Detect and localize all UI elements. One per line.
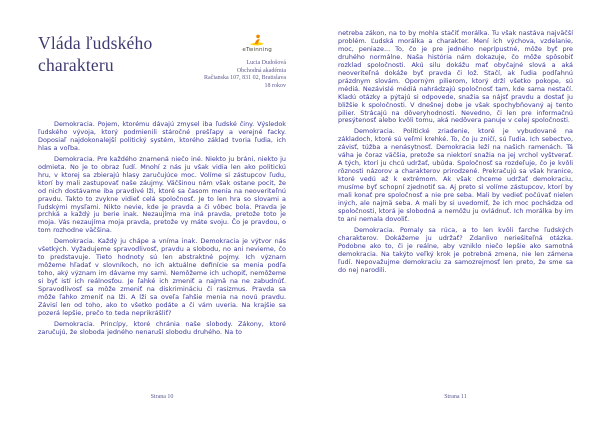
- page-number-left: Strana 10: [150, 394, 174, 400]
- paragraph: Demokracia. Pojem, ktorému dávajú zmysel iba ľudské činy. Výsledok ľudského vývoja, ktorý podmienili stáročné prešľapy a verejné facky. Doposiaľ najdokonalejší politický systém, ktorého základ tvoria ľudia, ich hlas a voľba.: [38, 120, 286, 152]
- etwinning-logo-text: eTwinning: [242, 47, 272, 53]
- etwinning-figure-icon: [248, 34, 266, 47]
- left-page-body: [38, 121, 286, 337]
- document-title: Vláda ľudského charakteru: [38, 33, 153, 75]
- page-right: [300, 0, 600, 424]
- author-block: [185, 60, 286, 90]
- paragraph: Demokracia. Pomaly sa rúca, a to len kvôli ťarche ľudských charakterov. Dokážeme ju udržať? Zdanlivo neriešiteľná otázka. Podobne ako to, či je reálne, aby vzniklo niečo lepšie ako samotná demokracia. Na takýto veľký krok je potrebná zmena, nie len zámena ľudí. Nepovažujme demokraciu za samozrejmosť len preto, že sme sa do nej narodili.: [338, 225, 573, 274]
- paragraph: Demokracia. Princípy, ktoré chránia naše slobody. Zákony, ktoré zaručujú, že sloboda jedného nenaruší slobodu druhého. Na to: [38, 319, 286, 336]
- right-page-body: [338, 30, 573, 275]
- paragraph-continuation: netreba zákon, na to by mohla stačiť morálka. Tu však nastáva najväčší problém. Ľudská morálka a charakter. Mení ich výchova, vzdelanie, moc, peniaze... To, čo je pre jedného neprípustné, môže byť pre druhého normálne. Naša história nám dokazuje, čo môže spôsobiť rozklad spoločnosti. Akú silu dokážu mať obyčajné slová a aká neoveriteľná dokáže byť pravda či lož. Stačí, ak ľudia podľahnú prázdnym slovám. Oporným pilierom, ktorý drží všetko pokope, sú médiá. Nezávislé médiá nahrádzajú spoločnosť tam, kde sama nestačí. Kladú otázky a pýtajú si odpovede, snažia sa nájsť pravdu a dostať ju bližšie k spoločnosti. V dnešnej dobe je však spochybňovaný aj tento pilier. Strácajú na dôveryhodnosti. Nevedno, či len pre informačnú presýtenosť alebo kvôli tomu, aká nedôvera panuje v celej spoločnosti.: [338, 29, 573, 125]
- etwinning-logo: [242, 34, 272, 53]
- paragraph: Demokracia. Pre každého znamená niečo iné. Niekto ju bráni, niekto ju odmieta. No je to obraz ľudí. Mnohí z nás ju však vidia len ako politickú hru, v ktorej sa zbierajú hlasy zaručujúce moc. Volíme si zástupcov ľudu, ktorí by mali zastupovať naše záujmy. Väčšinou nám však ostane pocit, že od nich dostávame iba pravdivé lži, ktoré sa časom menia na neoveriteľnú pravdu. Takto to zvykne vidieť celá spoločnosť. Je to len hra so slovami a ľudskými mysľami. Nikto nevie, kde je pravda a či vôbec bola. Pravda je prchká a každý ju berie inak. Nezaujíma ma iná pravda, pretože toto je moja. Vás nezaujíma moja pravda, pretože vy máte svoju. Čo je pravdou, o tom rozhodne väčšina.: [38, 154, 286, 235]
- logo-author-block: [185, 28, 286, 121]
- author-age: 18 rokov: [264, 82, 286, 89]
- page-header: [38, 28, 286, 121]
- author-address: Račianska 107, 831 02, Bratislava: [204, 75, 286, 82]
- page-number-right: Strana 11: [444, 394, 467, 400]
- author-school: Obchodná akadémia: [236, 67, 286, 74]
- paragraph: Demokracia. Politické zriadenie, ktoré je vybudované na základoch, ktoré sú veľmi krehké. To, čo ju zničí, sú ľudia. Ich sebectvo, závisť, túžba a nenásytnosť. Demokracia leží na našich ramenách. Tá váha je čoraz väčšia, pretože sa niektorí snažia na jej vrchol vyštverať. A tých, ktorí ju chcú udržať, ubúda. Spoločnosť sa rozdeľuje, čo je kvôli rôznosti názorov a charakterov prirodzené. Prekračujú sa však hranice, ktoré vedú až k extrémom. Ak však chceme udržať demokraciu, musíme byť schopní zjednotiť sa. Aj preto si volíme zástupcov, ktorí by mali konať pre spoločnosť a nie pre seba. Mali by vedieť počúvať nielen iných, ale najmä seba. A mali by si uvedomiť, že ich moc pochádza od spoločnosti, ktorá je slobodná a nemôžu ju ovládnuť. Ich morálka by im to ani nemala dovoliť.: [338, 127, 573, 223]
- author-name: Lucia Dudošová: [246, 60, 286, 66]
- paragraph: Demokracia. Každý ju chápe a vníma inak. Demokracia je výtvor nás všetkých. Vyžadujeme spravodlivosť, pravdu a slobodu, no ani nevieme, čo to predstavuje. Tieto hodnoty sú len abstraktné pojmy. Ich význam môžeme hľadať v slovníkoch, no ich aktuálne definície sa menia podľa toho, aký význam im dávame my sami. Nemôžeme ich uchopiť, nemôžeme si byť istí ich reálnosťou. Je ľahké ich zmeniť a najmä na ne zabudnúť. Spravodlivosť sa môže zmeniť na diskrimináciu či rasizmus. Pravda sa môže ľahko zmeniť na lži. A lži sa oveľa ľahšie menia na novú pravdu. Závisí len od toho, ako to všetko podáte a či vám uveria. Na krajšie sa pozerá lepšie, prečo to teda neprikrášliť?: [38, 237, 286, 317]
